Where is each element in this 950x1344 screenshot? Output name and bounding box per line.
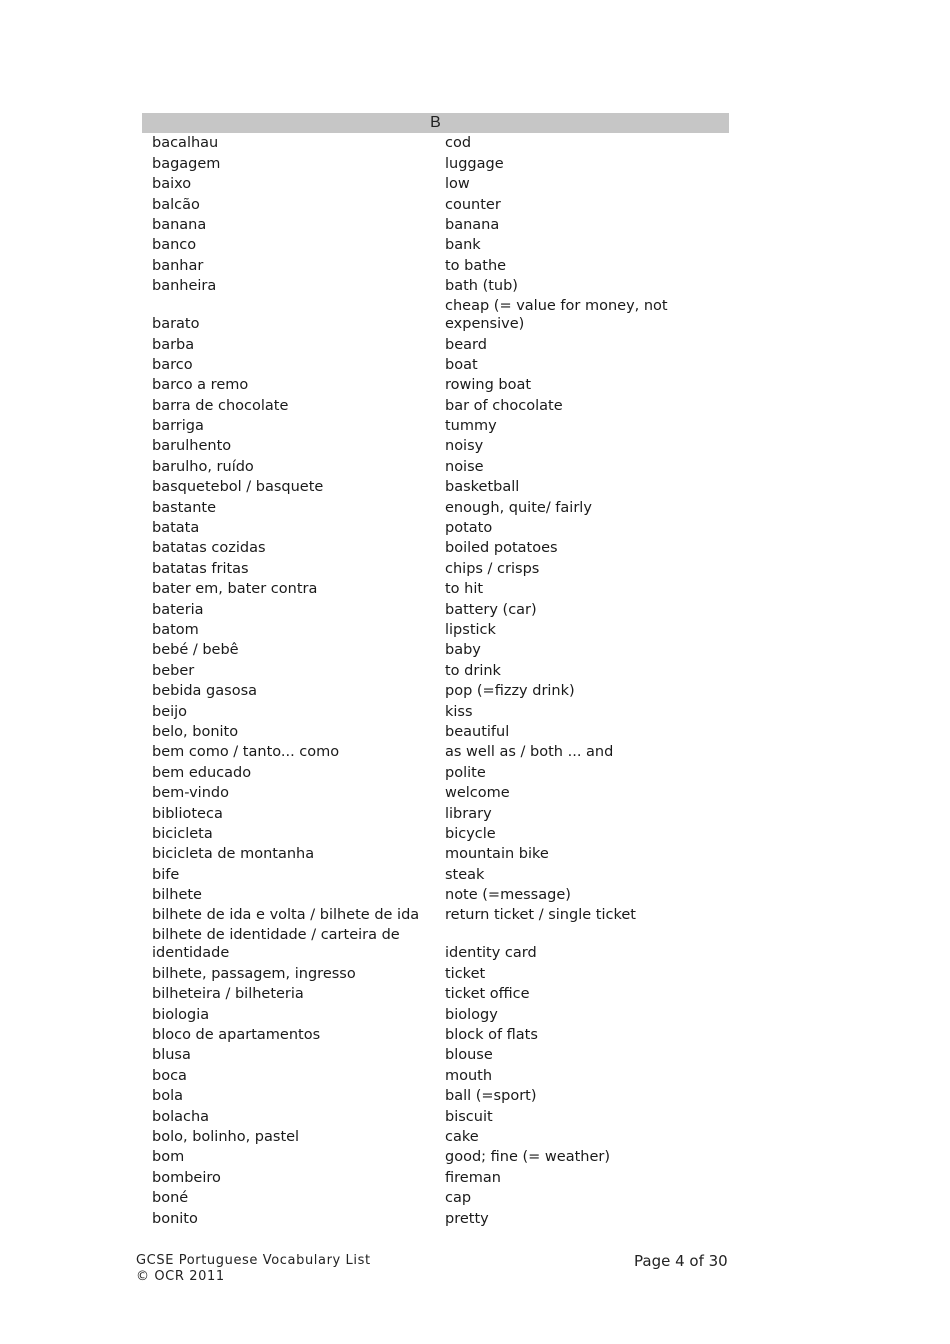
portuguese-term: beijo <box>152 703 188 720</box>
english-translation: return ticket / single ticket <box>445 907 636 924</box>
vocab-row <box>142 215 729 235</box>
vocab-row <box>142 681 729 701</box>
footer-info <box>136 1253 371 1285</box>
portuguese-term: bilheteira / bilheteria <box>152 986 304 1003</box>
vocab-row <box>142 722 729 742</box>
portuguese-term: bem educado <box>152 764 252 781</box>
portuguese-term: bater em, bater contra <box>152 581 318 598</box>
english-translation: to hit <box>445 581 484 598</box>
english-translation: cod <box>445 135 472 152</box>
portuguese-term: beber <box>152 662 195 679</box>
english-translation: note (=message) <box>445 887 571 904</box>
vocab-row <box>142 1147 729 1167</box>
portuguese-term: bebida gasosa <box>152 683 258 700</box>
vocab-row <box>142 558 729 578</box>
vocab-row <box>142 1065 729 1085</box>
portuguese-term: bilhete de ida e volta / bilhete de ida <box>152 907 420 924</box>
english-translation: blouse <box>445 1047 493 1064</box>
english-translation: pretty <box>445 1210 489 1227</box>
portuguese-term: banana <box>152 216 207 233</box>
vocab-row <box>142 416 729 436</box>
english-translation: bar of chocolate <box>445 397 563 414</box>
english-translation: ball (=sport) <box>445 1088 537 1105</box>
portuguese-term: barriga <box>152 418 204 435</box>
vocab-row <box>142 742 729 762</box>
vocab-row <box>142 255 729 275</box>
vocabulary-table <box>142 133 729 1229</box>
english-translation: steak <box>445 866 485 883</box>
vocab-row <box>142 1025 729 1045</box>
english-translation: tummy <box>445 418 497 435</box>
vocab-row <box>142 660 729 680</box>
vocab-row <box>142 334 729 354</box>
portuguese-term: boné <box>152 1190 189 1207</box>
portuguese-term: bagagem <box>152 155 221 172</box>
vocab-row <box>142 984 729 1004</box>
portuguese-term: bilhete <box>152 887 202 904</box>
portuguese-term: barco <box>152 356 193 373</box>
vocab-row <box>142 1086 729 1106</box>
english-translation: basketball <box>445 479 520 496</box>
english-translation: cake <box>445 1128 479 1145</box>
portuguese-term: banco <box>152 237 197 254</box>
portuguese-term: banhar <box>152 257 204 274</box>
portuguese-term: barra de chocolate <box>152 397 289 414</box>
vocab-row <box>142 477 729 497</box>
portuguese-term: balcão <box>152 196 200 213</box>
english-translation: library <box>445 805 492 822</box>
portuguese-term: banheira <box>152 278 217 295</box>
english-translation: chips / crisps <box>445 560 540 577</box>
portuguese-term: bolacha <box>152 1108 210 1125</box>
portuguese-term: batatas cozidas <box>152 540 266 557</box>
portuguese-term: bloco de apartamentos <box>152 1027 321 1044</box>
page-number: Page 4 of 30 <box>634 1252 728 1270</box>
english-translation: good; fine (= weather) <box>445 1149 610 1166</box>
portuguese-term: barato <box>152 316 200 333</box>
vocab-row <box>142 395 729 415</box>
vocab-row <box>142 864 729 884</box>
vocab-row <box>142 235 729 255</box>
english-translation: as well as / both ... and <box>445 744 614 761</box>
portuguese-term: bastante <box>152 499 217 516</box>
portuguese-term: bebé / bebê <box>152 642 239 659</box>
vocab-row <box>142 620 729 640</box>
portuguese-term: bonito <box>152 1210 198 1227</box>
vocab-row <box>142 844 729 864</box>
vocab-row <box>142 276 729 296</box>
english-translation: lipstick <box>445 621 496 638</box>
portuguese-term: batom <box>152 621 199 638</box>
english-translation: banana <box>445 216 500 233</box>
portuguese-term: blusa <box>152 1047 191 1064</box>
vocab-row <box>142 905 729 925</box>
vocab-row <box>142 174 729 194</box>
english-translation: boiled potatoes <box>445 540 558 557</box>
vocab-row <box>142 456 729 476</box>
vocab-row <box>142 1127 729 1147</box>
vocab-row <box>142 1004 729 1024</box>
portuguese-term: bateria <box>152 601 204 618</box>
english-translation: baby <box>445 642 481 659</box>
english-translation: cap <box>445 1190 472 1207</box>
english-translation: potato <box>445 520 493 537</box>
portuguese-term: barulho, ruído <box>152 458 254 475</box>
english-translation: battery (car) <box>445 601 537 618</box>
vocab-row <box>142 1106 729 1126</box>
copyright: © OCR 2011 <box>136 1269 225 1284</box>
english-translation: mountain bike <box>445 846 549 863</box>
vocab-row <box>142 824 729 844</box>
portuguese-term: bilhete, passagem, ingresso <box>152 965 356 982</box>
portuguese-term: basquetebol / basquete <box>152 479 324 496</box>
portuguese-term: boca <box>152 1067 187 1084</box>
portuguese-term: bola <box>152 1088 183 1105</box>
english-translation: noise <box>445 458 484 475</box>
portuguese-term: barba <box>152 336 195 353</box>
english-translation: beautiful <box>445 723 510 740</box>
vocab-row <box>142 925 729 963</box>
english-translation: ticket office <box>445 986 530 1003</box>
vocabulary-table-body <box>142 133 729 1229</box>
english-translation: rowing boat <box>445 377 532 394</box>
vocab-row <box>142 783 729 803</box>
english-translation: fireman <box>445 1169 501 1186</box>
vocab-row <box>142 436 729 456</box>
portuguese-term: bolo, bolinho, pastel <box>152 1128 300 1145</box>
vocab-row <box>142 579 729 599</box>
section-header <box>142 113 729 133</box>
portuguese-term: batatas fritas <box>152 560 249 577</box>
english-translation: noisy <box>445 438 484 455</box>
portuguese-term: biologia <box>152 1006 210 1023</box>
english-translation: luggage <box>445 155 504 172</box>
english-translation: enough, quite/ fairly <box>445 499 592 516</box>
english-translation: bank <box>445 237 481 254</box>
english-translation: to bathe <box>445 257 507 274</box>
english-translation: ticket <box>445 965 486 982</box>
portuguese-term: bem-vindo <box>152 785 229 802</box>
vocab-row <box>142 963 729 983</box>
portuguese-term: bom <box>152 1149 185 1166</box>
english-translation: biscuit <box>445 1108 493 1125</box>
english-translation: bath (tub) <box>445 278 518 295</box>
vocab-row <box>142 296 729 334</box>
vocab-row <box>142 1208 729 1228</box>
english-translation: block of flats <box>445 1027 538 1044</box>
portuguese-term: bife <box>152 866 180 883</box>
portuguese-term: batata <box>152 520 200 537</box>
english-translation: counter <box>445 196 501 213</box>
vocab-row <box>142 538 729 558</box>
vocab-row <box>142 1188 729 1208</box>
english-translation: mouth <box>445 1067 493 1084</box>
vocab-row <box>142 518 729 538</box>
vocab-row <box>142 599 729 619</box>
vocab-row <box>142 497 729 517</box>
english-translation: welcome <box>445 785 510 802</box>
vocab-row <box>142 1045 729 1065</box>
portuguese-term: bacalhau <box>152 135 219 152</box>
vocab-row <box>142 885 729 905</box>
vocab-row <box>142 375 729 395</box>
english-translation: polite <box>445 764 486 781</box>
english-translation: to drink <box>445 662 501 679</box>
english-translation: bicycle <box>445 825 496 842</box>
section-letter: B <box>430 114 441 131</box>
portuguese-term: barulhento <box>152 438 232 455</box>
vocab-row <box>142 153 729 173</box>
vocab-row <box>142 701 729 721</box>
english-translation: pop (=fizzy drink) <box>445 683 575 700</box>
vocab-row <box>142 640 729 660</box>
portuguese-term: bicicleta de montanha <box>152 846 315 863</box>
portuguese-term: bilhete de identidade / carteira de identidade <box>152 927 400 962</box>
vocab-row <box>142 355 729 375</box>
vocab-row <box>142 133 729 153</box>
vocab-row <box>142 194 729 214</box>
english-translation: biology <box>445 1006 498 1023</box>
portuguese-term: biblioteca <box>152 805 223 822</box>
portuguese-term: baixo <box>152 176 192 193</box>
portuguese-term: bombeiro <box>152 1169 221 1186</box>
portuguese-term: bem como / tanto... como <box>152 744 340 761</box>
portuguese-term: barco a remo <box>152 377 249 394</box>
vocab-row <box>142 803 729 823</box>
portuguese-term: bicicleta <box>152 825 213 842</box>
english-translation: kiss <box>445 703 473 720</box>
english-translation: boat <box>445 356 478 373</box>
english-translation: identity card <box>445 945 537 962</box>
portuguese-term: belo, bonito <box>152 723 239 740</box>
english-translation: cheap (= value for money, not expensive) <box>445 298 668 333</box>
document-title: GCSE Portuguese Vocabulary List <box>136 1253 371 1268</box>
vocab-row <box>142 1167 729 1187</box>
vocab-row <box>142 762 729 782</box>
english-translation: beard <box>445 336 487 353</box>
english-translation: low <box>445 176 470 193</box>
